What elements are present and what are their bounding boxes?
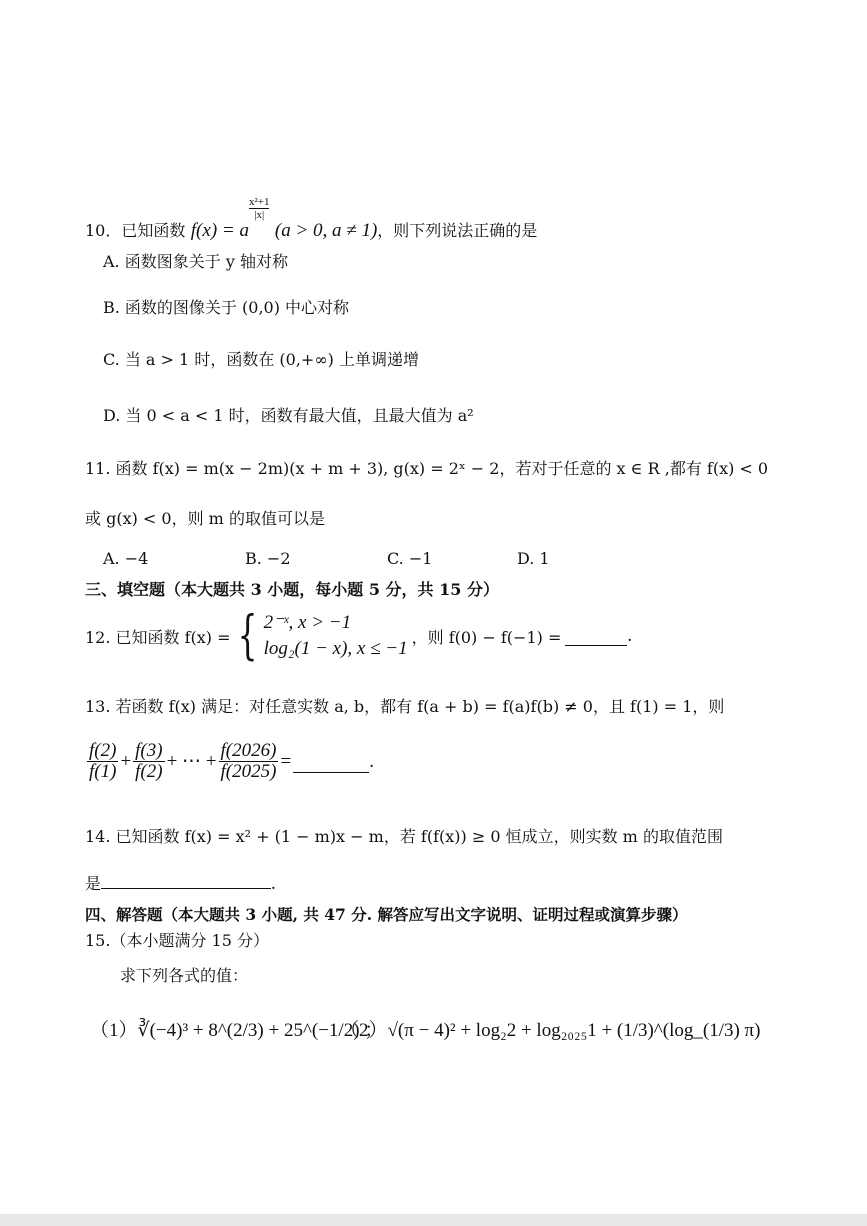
q13-line1: 13. 若函数 f(x) 满足：对任意实数 a, b，都有 f(a + b) = f(a)f(b) ≠ 0，且 f(1) = 1，则 [85, 697, 725, 716]
q14-answer-blank[interactable] [101, 872, 271, 889]
q13-sum: $\frac{f(2)}{f(1)}$ + $\frac{f(3)}{f(2)}$ + ⋯ + $\frac{f(2026)}{f(2025)}$ = . [89, 740, 374, 782]
q10-option-d: D. 当 0 < a < 1 时，函数有最大值，且最大值为 a² [103, 406, 474, 425]
q13-frac-1: $\frac{f(2)}{f(1)}$ [89, 740, 117, 782]
q15-prompt: 求下列各式的值： [120, 966, 249, 985]
q15-header: 15.（本小题满分 15 分） [85, 931, 269, 950]
page-bottom-edge [0, 1214, 867, 1226]
q12-tail: ，则 f(0) − f(−1) = [411, 627, 562, 647]
q12-label: 12. 已知函数 f(x) = [85, 627, 231, 647]
q12-case-1: 2⁻ˣ, x > −1 [263, 612, 352, 633]
q12-answer-blank[interactable] [565, 627, 627, 646]
q10-option-c: C. 当 a > 1 时，函数在 (0,+∞) 上单调递增 [103, 350, 419, 369]
q12-case-2: log₂(1 − x), x ≤ −1 [263, 638, 408, 659]
q10-exponent: $\frac{\text{x²+1}}{|x|}$ [248, 196, 270, 221]
q14-line2: 是 [85, 874, 102, 893]
q11-option-a: A. −4 [103, 549, 149, 568]
q10-option-b: B. 函数的图像关于 (0,0) 中心对称 [103, 298, 350, 317]
q10-label: 10．已知函数 [85, 221, 186, 240]
q12-cases [264, 610, 408, 662]
q14-line1: 14. 已知函数 f(x) = x² + (1 − m)x − m，若 f(f(x)) ≥ 0 恒成立，则实数 m 的取值范围 [85, 827, 723, 846]
q14-line2-wrap: 是 . [85, 873, 276, 894]
q13-frac-3: $\frac{f(2026)}{f(2025)}$ [220, 740, 277, 782]
q12-brace: { [237, 606, 258, 666]
q10-tail: ，则下列说法正确的是 [377, 221, 538, 240]
q11-option-b: B. −2 [245, 549, 291, 568]
q11-line2: 或 g(x) < 0，则 m 的取值可以是 [85, 509, 325, 528]
q12-stem: 12. 已知函数 f(x) = { 2⁻ˣ, x > −1 log₂(1 − x), x ≤ −1 ，则 f(0) − f(−1) = . [85, 606, 633, 666]
q13-equals: = [280, 750, 292, 772]
section-4-heading: 四、解答题（本大题共 3 小题, 共 47 分. 解答应写出文字说明、证明过程或演算步骤） [85, 905, 688, 924]
q13-answer-blank[interactable] [293, 750, 369, 773]
q10-option-a: A. 函数图象关于 y 轴对称 [103, 252, 288, 271]
section-3-heading: 三、填空题（本大题共 3 小题，每小题 5 分，共 15 分） [85, 580, 499, 599]
q11-option-d: D. 1 [517, 549, 550, 568]
q11-option-c: C. −1 [387, 549, 433, 568]
q10-condition: (a > 0, a ≠ 1) [274, 220, 378, 241]
q13-dots: + ⋯ + [166, 751, 217, 772]
q11-line1: 11. 函数 f(x) = m(x − 2m)(x + m + 3), g(x) = 2ˣ − 2，若对于任意的 x ∈ R ,都有 f(x) < 0 [85, 459, 769, 478]
q15-part-2: （2）√(π − 4)² + log₂2 + log₂₀₂₅1 + (1/3)^(log_(1/3) π) [340, 1020, 761, 1041]
q10-stem [85, 196, 537, 242]
q15-part-1: （1）∛(−4)³ + 8^(2/3) + 25^(−1/2) ； [90, 1020, 384, 1041]
q10-func: f(x) = a [190, 220, 249, 241]
q13-frac-2: $\frac{f(3)}{f(2)}$ [135, 740, 163, 782]
